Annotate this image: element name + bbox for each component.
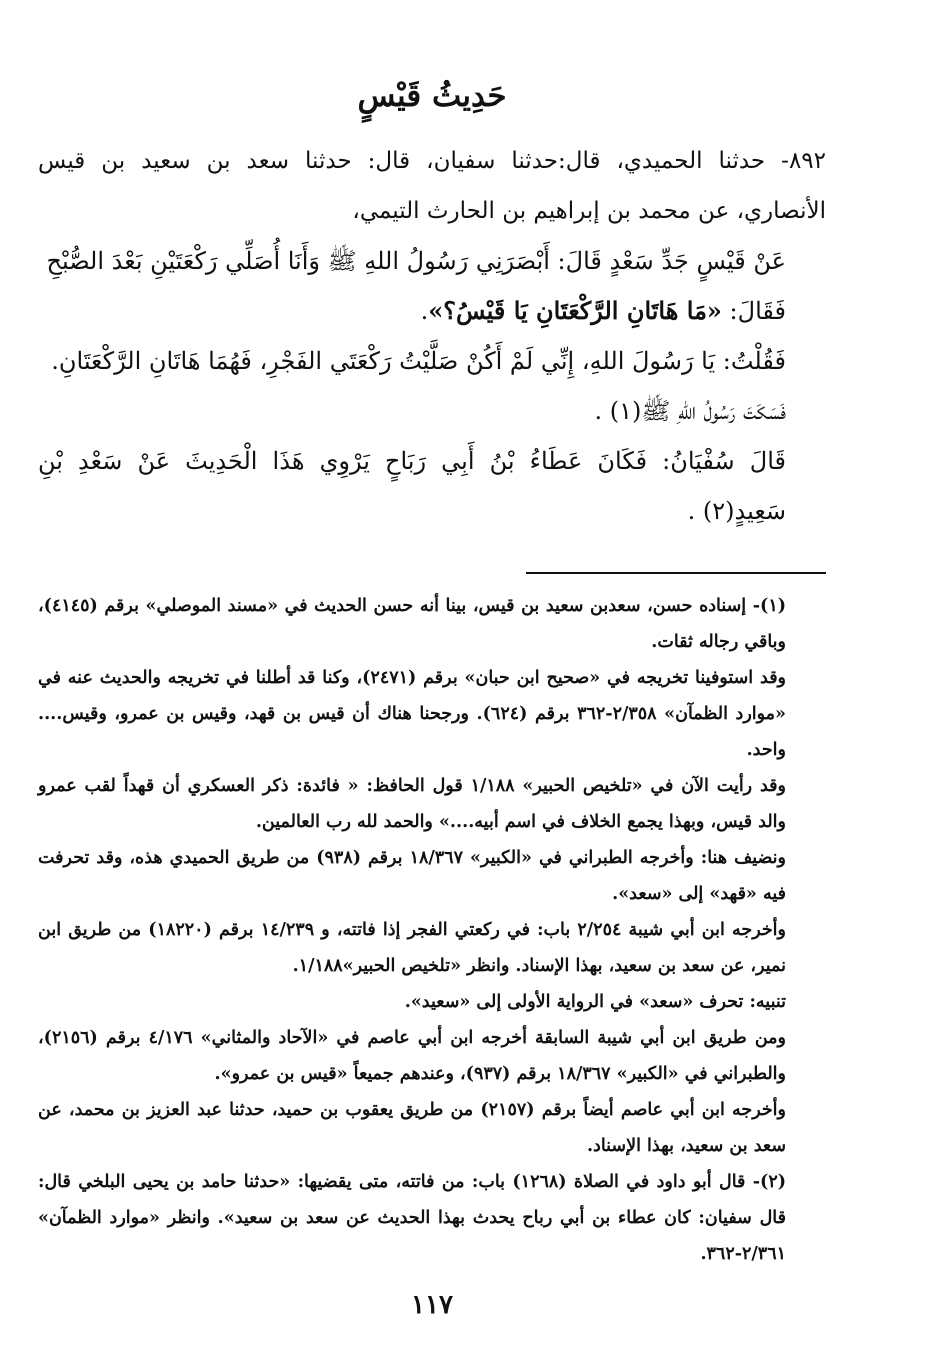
footnotes [38,588,826,1272]
footnote-separator [526,572,826,574]
matn-line-1: عَنْ قَيْسٍ جَدِّ سَعْدٍ قَالَ: أَبْصَرَنِي رَسُولُ اللهِ ﷺ وَأَنَا أُصَلِّي رَكْعَتَيْنِ بَعْدَ الصُّبْحِ [46,247,786,275]
matn-line-3: فَقُلْتُ: يَا رَسُولَ اللهِ، إِنِّي لَمْ أَكُنْ صَلَّيْتُ رَكْعَتَي الفَجْرِ، فَهُمَا هَاتَانِ الرَّكْعَتَانِ. [51,347,786,375]
isnad-line-2: الأنصاري، عن محمد بن إبراهيم بن الحارث التيمي، [352,198,826,224]
footnote-paragraph: ومن طريق ابن أبي شيبة السابقة أخرجه ابن أبي عاصم في «الآحاد والمثاني» ٤/١٧٦ برقم (٢١٥٦)، والطبراني في «الكبير» ١٨/٣٦٧ برقم (٩٣٧)، وعندهم جميعاً «قيس بن عمرو». [38,1028,786,1084]
hadith-body [38,136,826,536]
footnote-paragraph: وقد رأيت الآن في «تلخيص الحبير» ١/١٨٨ قول الحافظ: « فائدة: ذكر العسكري أن قهداً لقب عمرو والد قيس، وبهذا يجمع الخلاف في اسم أبيه....» والحمد لله رب العالمين. [38,776,786,832]
footnote-paragraph: وأخرجه ابن أبي عاصم أيضاً برقم (٢١٥٧) من طريق يعقوب بن حميد، حدثنا عبد العزيز بن محمد، عن سعد بن سعيد، بهذا الإسناد. [38,1100,786,1156]
footnote-paragraph: وقد استوفينا تخريجه في «صحيح ابن حبان» برقم (٢٤٧١)، وكنا قد أطلنا في تخريجه والحديث عنه في «موارد الظمآن» ٢/٣٥٨-٣٦٢ برقم (٦٢٤). ورجحنا هناك أن قيس بن قهد، وقيس بن عمرو، وقيس.... واحد. [38,668,787,760]
footnote-paragraph: ونضيف هنا: وأخرجه الطبراني في «الكبير» ١٨/٣٦٧ برقم (٩٣٨) من طريق الحميدي هذه، وقد تحرفت فيه «قهد» إلى «سعد». [38,848,786,904]
hadith-heading: حَدِيثُ قَيْسٍ [357,78,507,114]
matn-line-2-intro: فَقَالَ: [721,297,786,325]
footnote-paragraph: وأخرجه ابن أبي شيبة ٢/٢٥٤ باب: في ركعتي الفجر إذا فاتته، و ١٤/٢٣٩ برقم (١٨٢٢٠) من طريق ابن نمير، عن سعد بن سعيد، بهذا الإسناد. وانظر «تلخيص الحبير»١/١٨٨. [38,920,786,976]
isnad-line-1: ٨٩٢- حدثنا الحميدي، قال:حدثنا سفيان، قال: حدثنا سعد بن سعيد بن قيس [38,148,826,174]
matn-line-5: قَالَ سُفْيَانُ: فَكَانَ عَطَاءُ بْنُ أَبِي رَبَاحٍ يَرْوِي هَذَا الْحَدِيثَ عَنْ سَعْدِ بْنِ سَعِيدٍ(٢) . [38,447,786,525]
footnote-note: تنبيه: تحرف «سعد» في الرواية الأولى إلى «سعيد». [404,992,786,1012]
footnote-1: (١)- إسناده حسن، سعدبن سعيد بن قيس، بينا أنه حسن الحديث في «مسند الموصلي» برقم (٤١٤٥)، وباقي رجاله ثقات. [38,596,786,652]
matn-line-4: فَسَكَتَ رَسُولُ اللهِ ﷺ(١) . [594,397,786,425]
matn-line-2 [38,286,826,336]
footnote-2: (٢)- قال أبو داود في الصلاة (١٢٦٨) باب: من فاتته، متى يقضيها: «حدثنا حامد بن يحيى البلخي قال: قال سفيان: كان عطاء بن أبي رباح يحدث بهذا الحديث عن سعد بن سعيد». وانظر «موارد الظمآن» ٢/٣٦١-٣٦٢. [38,1172,786,1264]
prophet-question: «مَا هَاتَانِ الرَّكْعَتَانِ يَا قَيْسُ؟» [428,296,722,325]
page-number: ١١٧ [411,1290,453,1320]
matn-line-2-end: . [420,297,429,325]
